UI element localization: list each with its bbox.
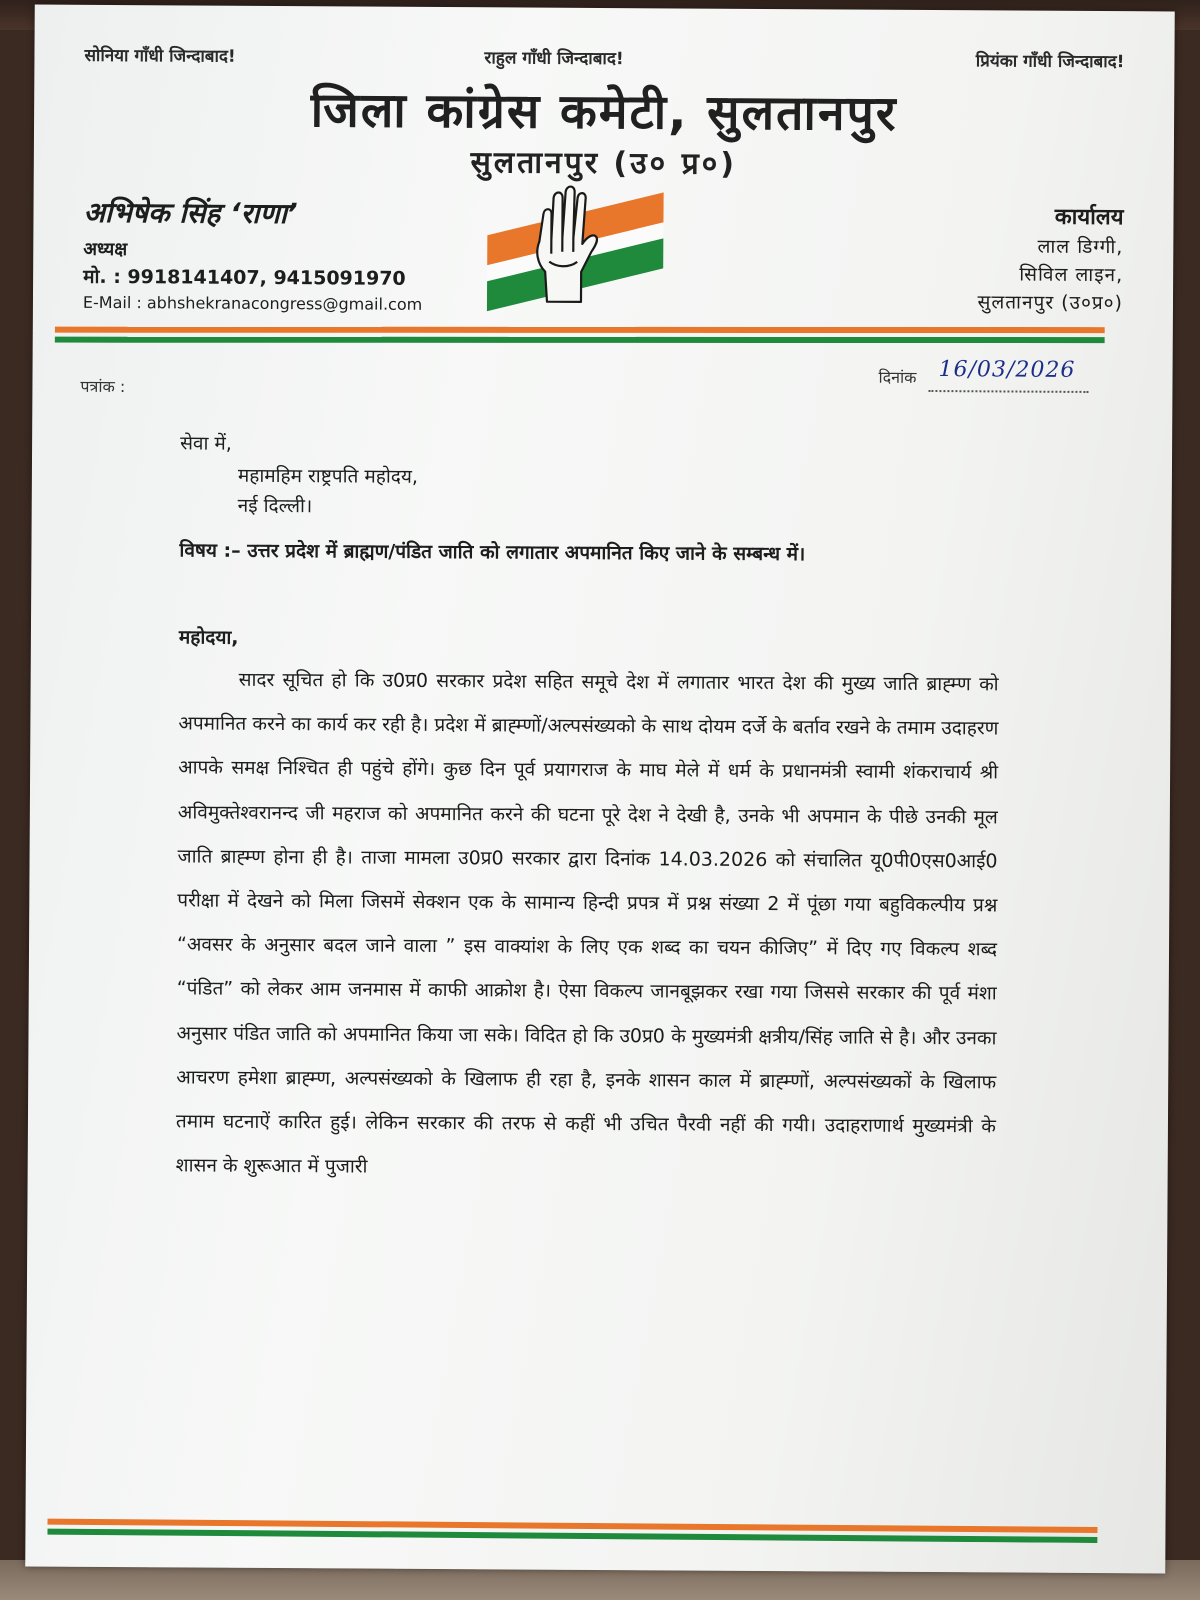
date-label: दिनांक [878, 367, 917, 387]
organization-title: जिला कांग्रेस कमेटी, सुलतानपुर [310, 82, 898, 142]
office-address-line-2: सिविल लाइन, [1019, 263, 1124, 287]
subject-block [179, 535, 939, 570]
header-tricolor-stripe [55, 321, 1105, 349]
subject-label: विषय :– [179, 539, 241, 562]
president-role: अध्यक्ष [83, 238, 128, 261]
slogan-center: राहुल गाँधी जिन्दाबाद! [484, 48, 624, 70]
office-address-line-1: लाल डिग्गी, [1037, 235, 1124, 259]
reference-label: पत्रांक : [80, 376, 126, 397]
subject-text: उत्तर प्रदेश में ब्राह्मण/पंडित जाति को लगातार अपमानित किए जाने के सम्बन्ध में। [247, 539, 806, 566]
office-address-line-3: सुलतानपुर (उ०प्र०) [977, 291, 1124, 315]
slogan-left: सोनिया गाँधी जिन्दाबाद! [84, 45, 236, 67]
office-heading: कार्यालय [1054, 204, 1124, 231]
recipient-line-1: महामहिम राष्ट्रपति महोदय, [237, 464, 419, 488]
letter-body: सादर सूचित हो कि उ0प्र0 सरकार प्रदेश सहित समूचे देश में लगातार भारत देश की मुख्य जाति ब्राह्म्ण को अपमानित करने का कार्य कर रही है। प्रदेश में ब्राह्म्णों/अल्पसंख्यको के साथ दोयम दर्जे के बर्ताव रखने के तमाम उदाहरण आपके समक्ष निश्चित ही पहुंचे होंगे। कुछ दिन पूर्व प्रयागराज के माघ मेले में धर्म के प्रधानमंत्री स्वामी शंकराचार्य श्री अविमुक्तेश्वरानन्द जी महराज को अपमानित करने की घटना पूरे देश ने देखी है, उनके भी अपमान के पीछे उनकी मूल जाति ब्राह्म्ण होना ही है। ताजा मामला उ0प्र0 सरकार द्वारा दिनांक 14.03.2026 को संचालित यू0पी0एस0आई0 परीक्षा में देखने को मिला जिसमें सेक्शन एक के सामान्य हिन्दी प्रपत्र में प्रश्न संख्या 2 में पूंछा गया बहुविकल्पीय प्रश्न “अवसर के अनुसार बदल जाने वाला ” इस वाक्यांश के लिए एक शब्द का चयन कीजिए” में दिए गए विकल्प शब्द “पंडित” को लेकर आम जनमास में काफी आक्रोश है। ऐसा विकल्प जानबूझकर रखा गया जिससे सरकार की पूर्व मंशा अनुसार पंडित जाति को अपमानित किया जा सके। विदित हो कि उ0प्र0 के मुख्यमंत्री क्षत्रीय/सिंह जाति से है। और उनका आचरण हमेशा ब्राह्म्ण, अल्पसंख्यको के खिलाफ ही रहा है, इनके शासन काल में ब्राह्म्णों, अल्पसंख्यकों के खिलाफ तमाम घटनाऐं कारित हुई। लेकिन सरकार की तरफ से कहीं भी उचित पैरवी नहीं की गयी। उदाहराणार्थ मुख्यमंत्री के शासन के शुरूआत में पुजारी [175, 668, 999, 1178]
salutation: महोदया, [178, 626, 239, 649]
footer-tricolor-stripe [47, 1513, 1097, 1543]
recipient-line-2: नई दिल्ली। [237, 494, 313, 518]
president-email: E-Mail : abhshekranacongress@gmail.com [82, 292, 423, 314]
recipient-to: सेवा में, [180, 432, 232, 455]
slogan-right: प्रियंका गाँधी जिन्दाबाद! [975, 51, 1125, 73]
date-value: 16/03/2026 [938, 357, 1076, 383]
president-mobile: मो. : 9918141407, 9415091970 [83, 265, 406, 290]
organization-subtitle: सुलतानपुर (उ० प्र०) [470, 145, 738, 182]
letterhead-page [25, 5, 1175, 1574]
president-name: अभिषेक सिंह ‘राणा’ [83, 195, 298, 231]
congress-hand-tricolor-icon [485, 183, 666, 314]
